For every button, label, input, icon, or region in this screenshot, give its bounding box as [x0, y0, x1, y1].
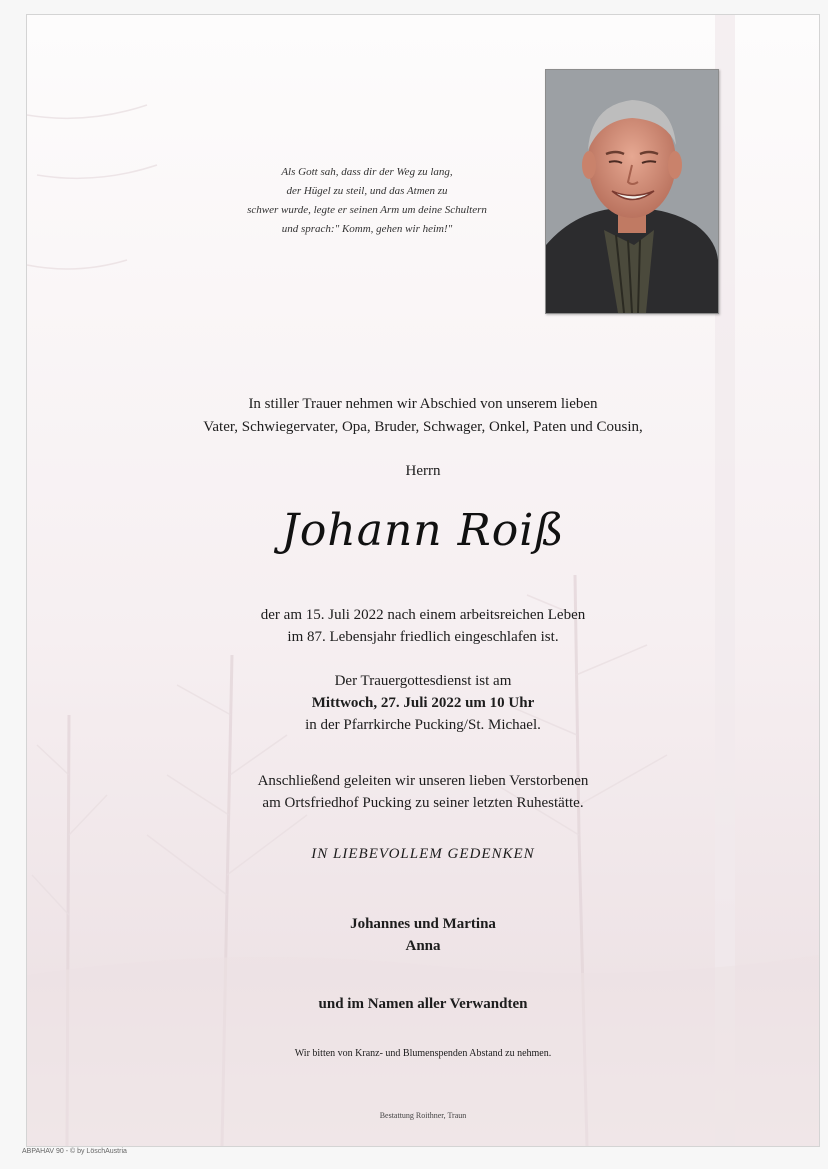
poem-line: Als Gott sah, dass dir der Weg zu lang, — [281, 166, 453, 178]
service-date: Mittwoch, 27. Juli 2022 um 10 Uhr — [311, 695, 535, 711]
footer-code: ABPAHAV 90 - © by LöschAustria — [22, 1148, 127, 1155]
intro-line-2: Vater, Schwiegervater, Opa, Bruder, Schwager, Onkel, Paten und Cousin, — [203, 419, 643, 435]
burial-line-1: Anschließend geleiten wir unseren lieben Verstorbenen — [257, 773, 589, 789]
burial-line-2: am Ortsfriedhof Pucking zu seiner letzten Ruhestätte. — [262, 795, 584, 811]
flower-request: Wir bitten von Kranz- und Blumenspenden Abstand zu nehmen. — [294, 1048, 552, 1059]
funeral-home: Bestattung Roithner, Traun — [379, 1111, 467, 1120]
death-line-2: im 87. Lebensjahr friedlich eingeschlafen ist. — [287, 629, 559, 645]
portrait-photo — [545, 69, 719, 314]
intro-line-1: In stiller Trauer nehmen wir Abschied von unserem lieben — [248, 396, 598, 412]
poem-line: der Hügel zu steil, und das Atmen zu — [286, 185, 448, 197]
memorial-poem — [217, 163, 517, 239]
service-location: in der Pfarrkirche Pucking/St. Michael. — [305, 717, 541, 733]
obituary-sheet — [26, 14, 820, 1147]
poem-line: und sprach:" Komm, gehen wir heim!" — [281, 223, 453, 235]
service-line-1: Der Trauergottesdienst ist am — [334, 673, 512, 689]
salutation: Herrn — [405, 463, 441, 479]
memory-heading: IN LIEBEVOLLEM GEDENKEN — [311, 846, 535, 862]
poem-line: schwer wurde, legte er seinen Arm um deine Schultern — [247, 204, 487, 216]
mourners-line-2: Anna — [405, 938, 441, 954]
mourners-line-1: Johannes und Martina — [350, 916, 496, 932]
death-line-1: der am 15. Juli 2022 nach einem arbeitsreichen Leben — [260, 607, 586, 623]
relatives-line: und im Namen aller Verwandten — [318, 996, 528, 1012]
deceased-name: Johann Roiß — [281, 505, 565, 556]
